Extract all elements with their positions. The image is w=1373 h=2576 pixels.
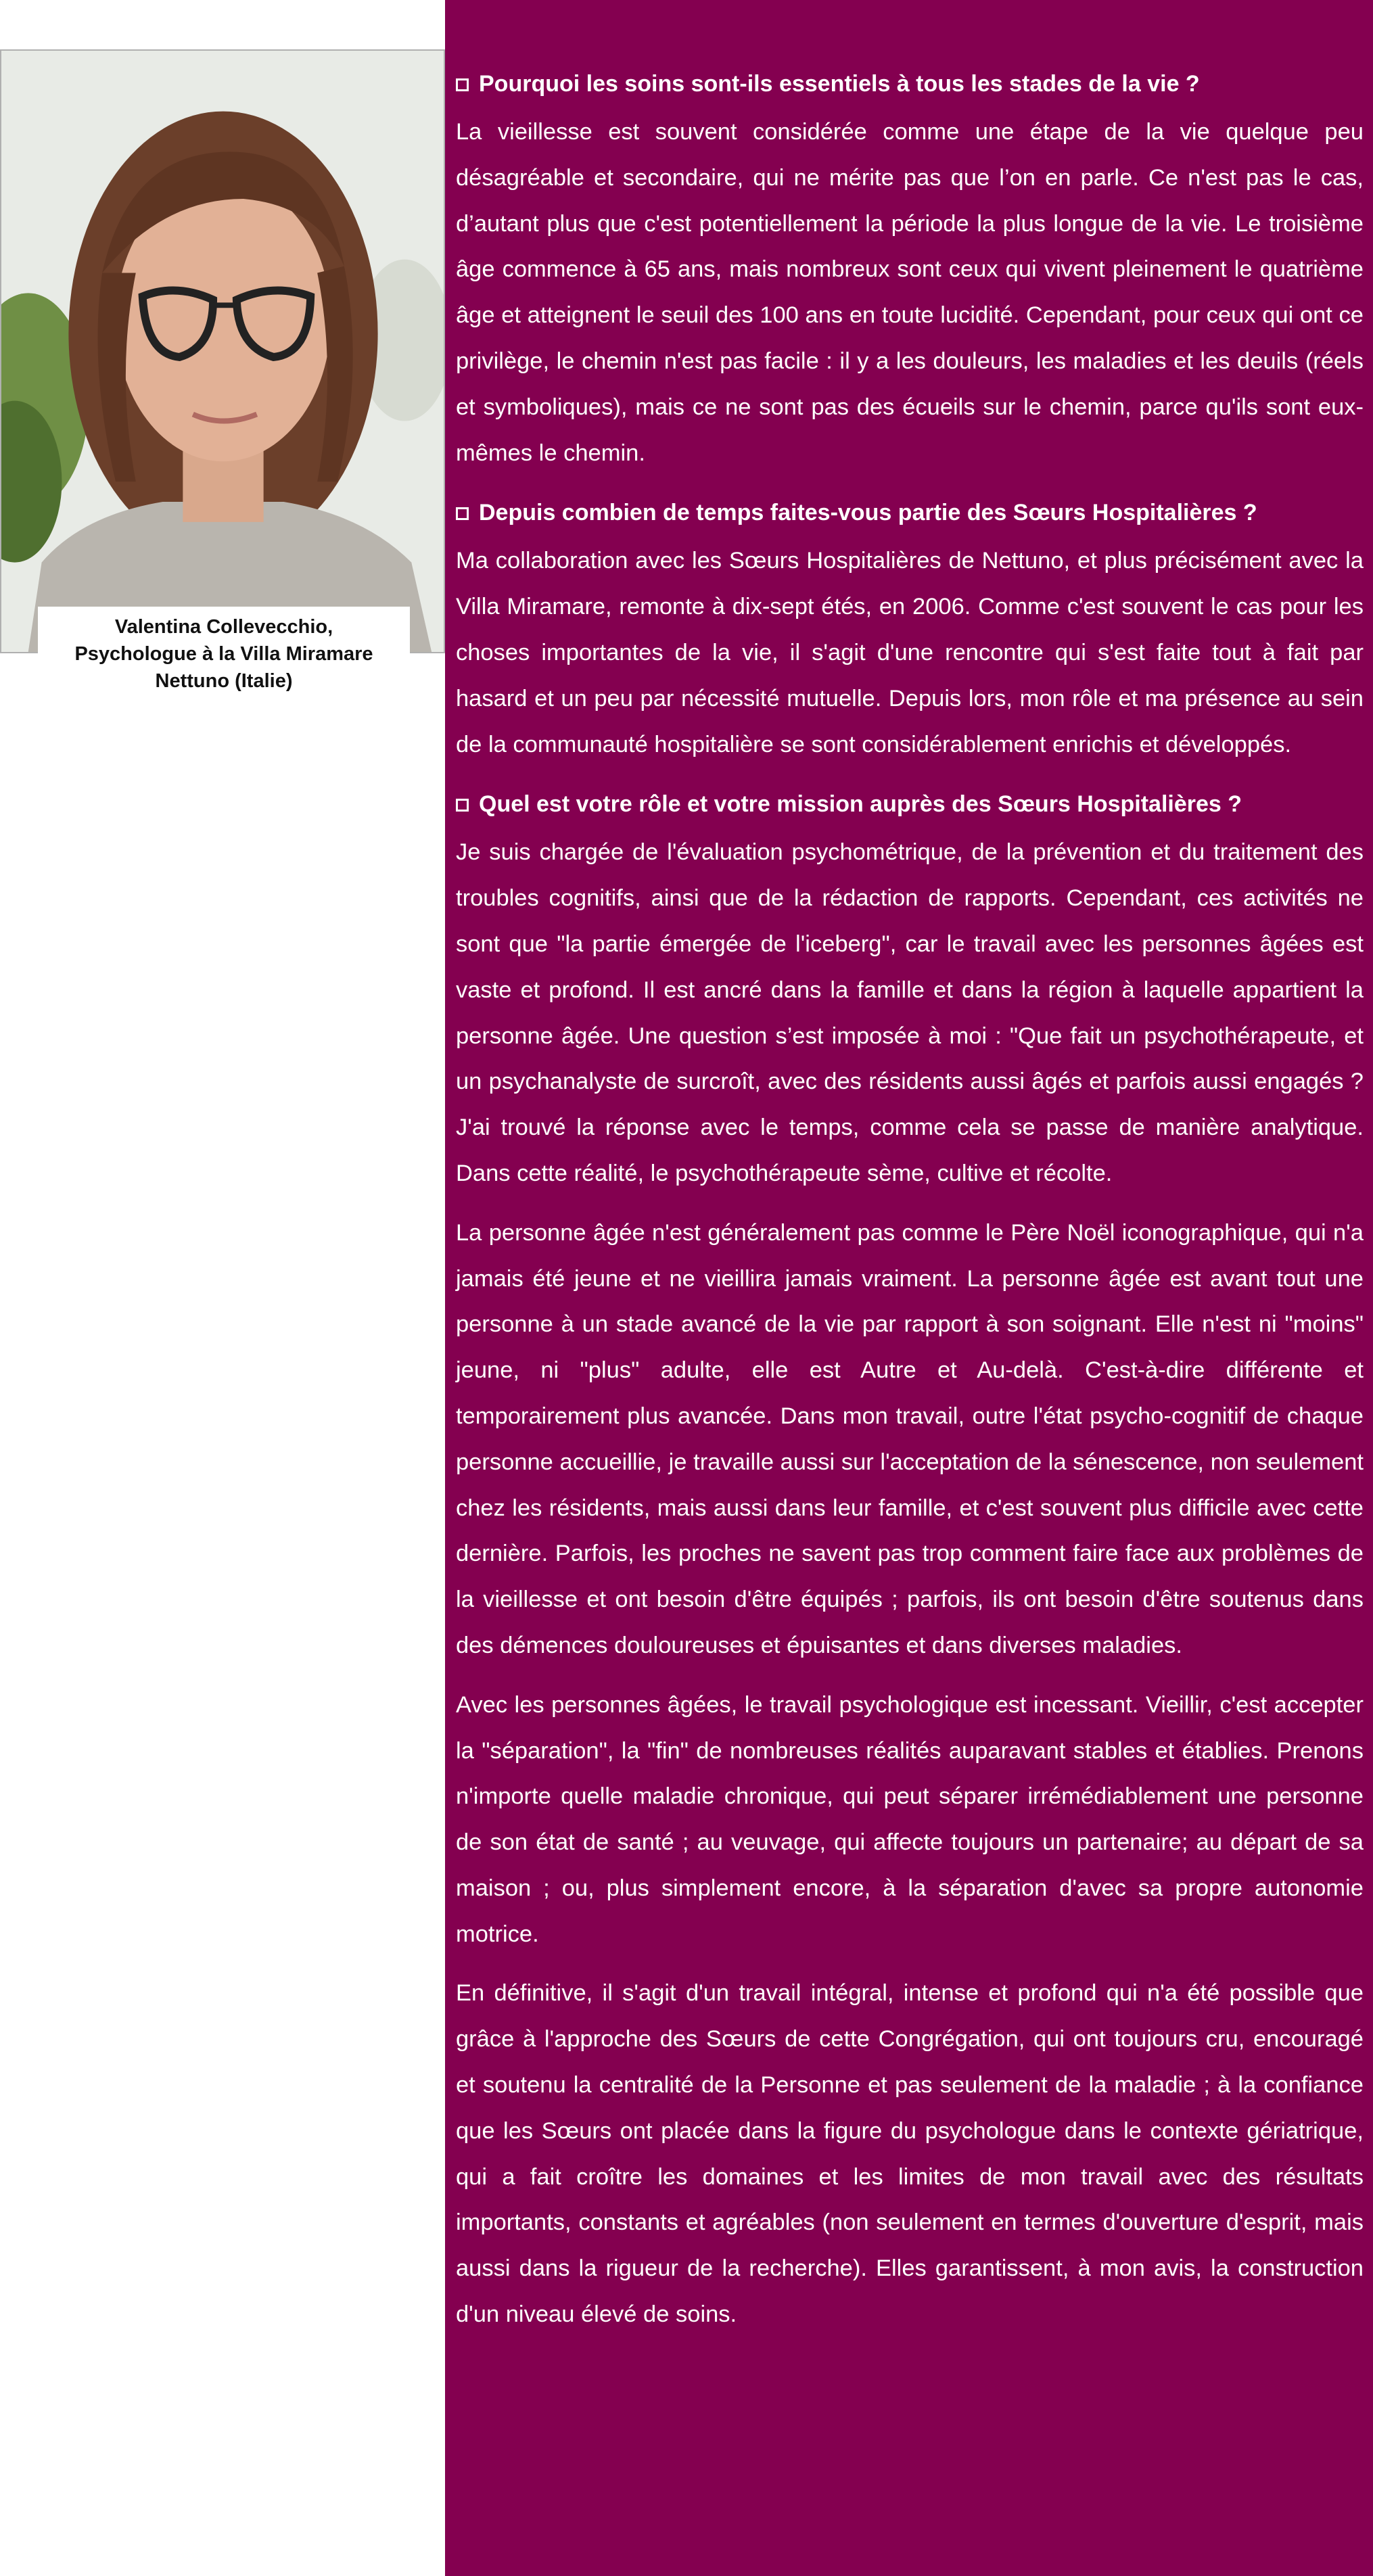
photo-caption bbox=[38, 607, 410, 698]
answer-paragraph: La vieillesse est souvent considérée comme une étape de la vie quelque peu désagréable et secondaire, qui ne mérite pas que l’on en parle. Ce n'est pas le cas, d’autant plus que c'est potentiellement la période la plus longue de la vie. Le troisième âge commence à 65 ans, mais nombreux sont ceux qui vivent pleinement le quatrième âge et atteignent le seuil des 100 ans en toute lucidité. Cependant, pour ceux qui ont ce privilège, le chemin n'est pas facile : il y a les douleurs, les maladies et les deuils (réels et symboliques), mais ce ne sont pas des écueils sur le chemin, parce qu'ils sont eux-mêmes le chemin. bbox=[456, 119, 1364, 466]
answer-paragraph: En définitive, il s'agit d'un travail intégral, intense et profond qui n'a été possible que grâce à l'approche des Sœurs de cette Congrégation, qui ont toujours cru, encouragé et soutenu la centralité de la Personne et pas seulement de la maladie ; à la confiance que les Sœurs ont placée dans la figure du psychologue dans le contexte gériatrique, qui a fait croître les domaines et les limites de mon travail avec des résultats importants, constants et agréables (non seulement en termes d'ouverture d'esprit, mais aussi dans la rigueur de la recherche). Elles garantissent, à mon avis, la construction d'un niveau élevé de soins. bbox=[456, 1980, 1364, 2328]
question-heading-1 bbox=[456, 61, 1364, 107]
caption-place: Nettuno (Italie) bbox=[155, 670, 293, 692]
portrait-photo-icon bbox=[1, 51, 444, 652]
caption-name: Valentina Collevecchio, bbox=[114, 616, 333, 638]
answer-paragraph: La personne âgée n'est généralement pas comme le Père Noël iconographique, qui n'a jamais été jeune et ne vieillira jamais vraiment. La personne âgée est avant tout une personne à un stade avancé de la vie par rapport à son soignant. Elle n'est ni "moins" jeune, ni "plus" adulte, elle est Autre et Au-delà. C'est-à-dire différente et temporairement plus avancée. Dans mon travail, outre l'état psycho-cognitif de chaque personne accueillie, je travaille aussi sur l'acceptation de la sénescence, non seulement chez les résidents, mais aussi dans leur famille, et c'est souvent plus difficile avec cette dernière. Parfois, les proches ne savent pas trop comment faire face aux problèmes de la vieillesse et ont besoin d'être équipés ; parfois, ils ont besoin d'être soutenus dans des démences douloureuses et épuisantes et dans diverses maladies. bbox=[456, 1219, 1364, 1658]
answer-paragraph: Ma collaboration avec les Sœurs Hospitalières de Nettuno, et plus précisément avec la Villa Miramare, remonte à dix-sept étés, en 2006. Comme c'est souvent le cas pour les choses importantes de la vie, il s'agit d'une rencontre qui s'est faite tout à fait par hasard et un peu par nécessité mutuelle. Depuis lors, mon rôle et ma présence au sein de la communauté hospitalière se sont considérablement enrichis et développés. bbox=[456, 548, 1364, 757]
question-heading-3 bbox=[456, 781, 1364, 827]
question-text: Quel est votre rôle et votre mission auprès des Sœurs Hospitalières ? bbox=[479, 791, 1242, 818]
answer-paragraph: Avec les personnes âgées, le travail psychologique est incessant. Vieillir, c'est accepter la "séparation", la "fin" de nombreuses réalités auparavant stables et établies. Prenons n'importe quelle maladie chronique, qui peut séparer irrémédiablement une personne de son état de santé ; au veuvage, qui affecte toujours un partenaire; au départ de sa maison ; ou, plus simplement encore, à la séparation d'avec sa propre autonomie motrice. bbox=[456, 1691, 1364, 1947]
answer-paragraph: Je suis chargée de l'évaluation psychométrique, de la prévention et du traitement des troubles cognitifs, ainsi que de la rédaction de rapports. Cependant, ces activités ne sont que "la partie émergée de l'iceberg", car le travail avec les personnes âgées est vaste et profond. Il est ancré dans la famille et dans la région à laquelle appartient la personne âgée. Une question s’est imposée à moi : "Que fait un psychothérapeute, et un psychanalyste de surcroît, avec des résidents aussi âgés et parfois aussi engagés ? J'ai trouvé la réponse avec le temps, comme cela se passe de manière analytique. Dans cette réalité, le psychothérapeute sème, cultive et récolte. bbox=[456, 839, 1364, 1186]
checkbox-bullet-icon bbox=[456, 507, 469, 520]
interview-text-panel bbox=[445, 0, 1373, 2576]
checkbox-bullet-icon bbox=[456, 78, 469, 91]
question-heading-2 bbox=[456, 490, 1364, 536]
caption-role: Psychologue à la Villa Miramare bbox=[74, 643, 373, 665]
question-text: Pourquoi les soins sont-ils essentiels à tous les stades de la vie ? bbox=[479, 71, 1200, 97]
question-text: Depuis combien de temps faites-vous partie des Sœurs Hospitalières ? bbox=[479, 500, 1257, 526]
portrait-photo bbox=[0, 49, 445, 653]
checkbox-bullet-icon bbox=[456, 799, 469, 812]
